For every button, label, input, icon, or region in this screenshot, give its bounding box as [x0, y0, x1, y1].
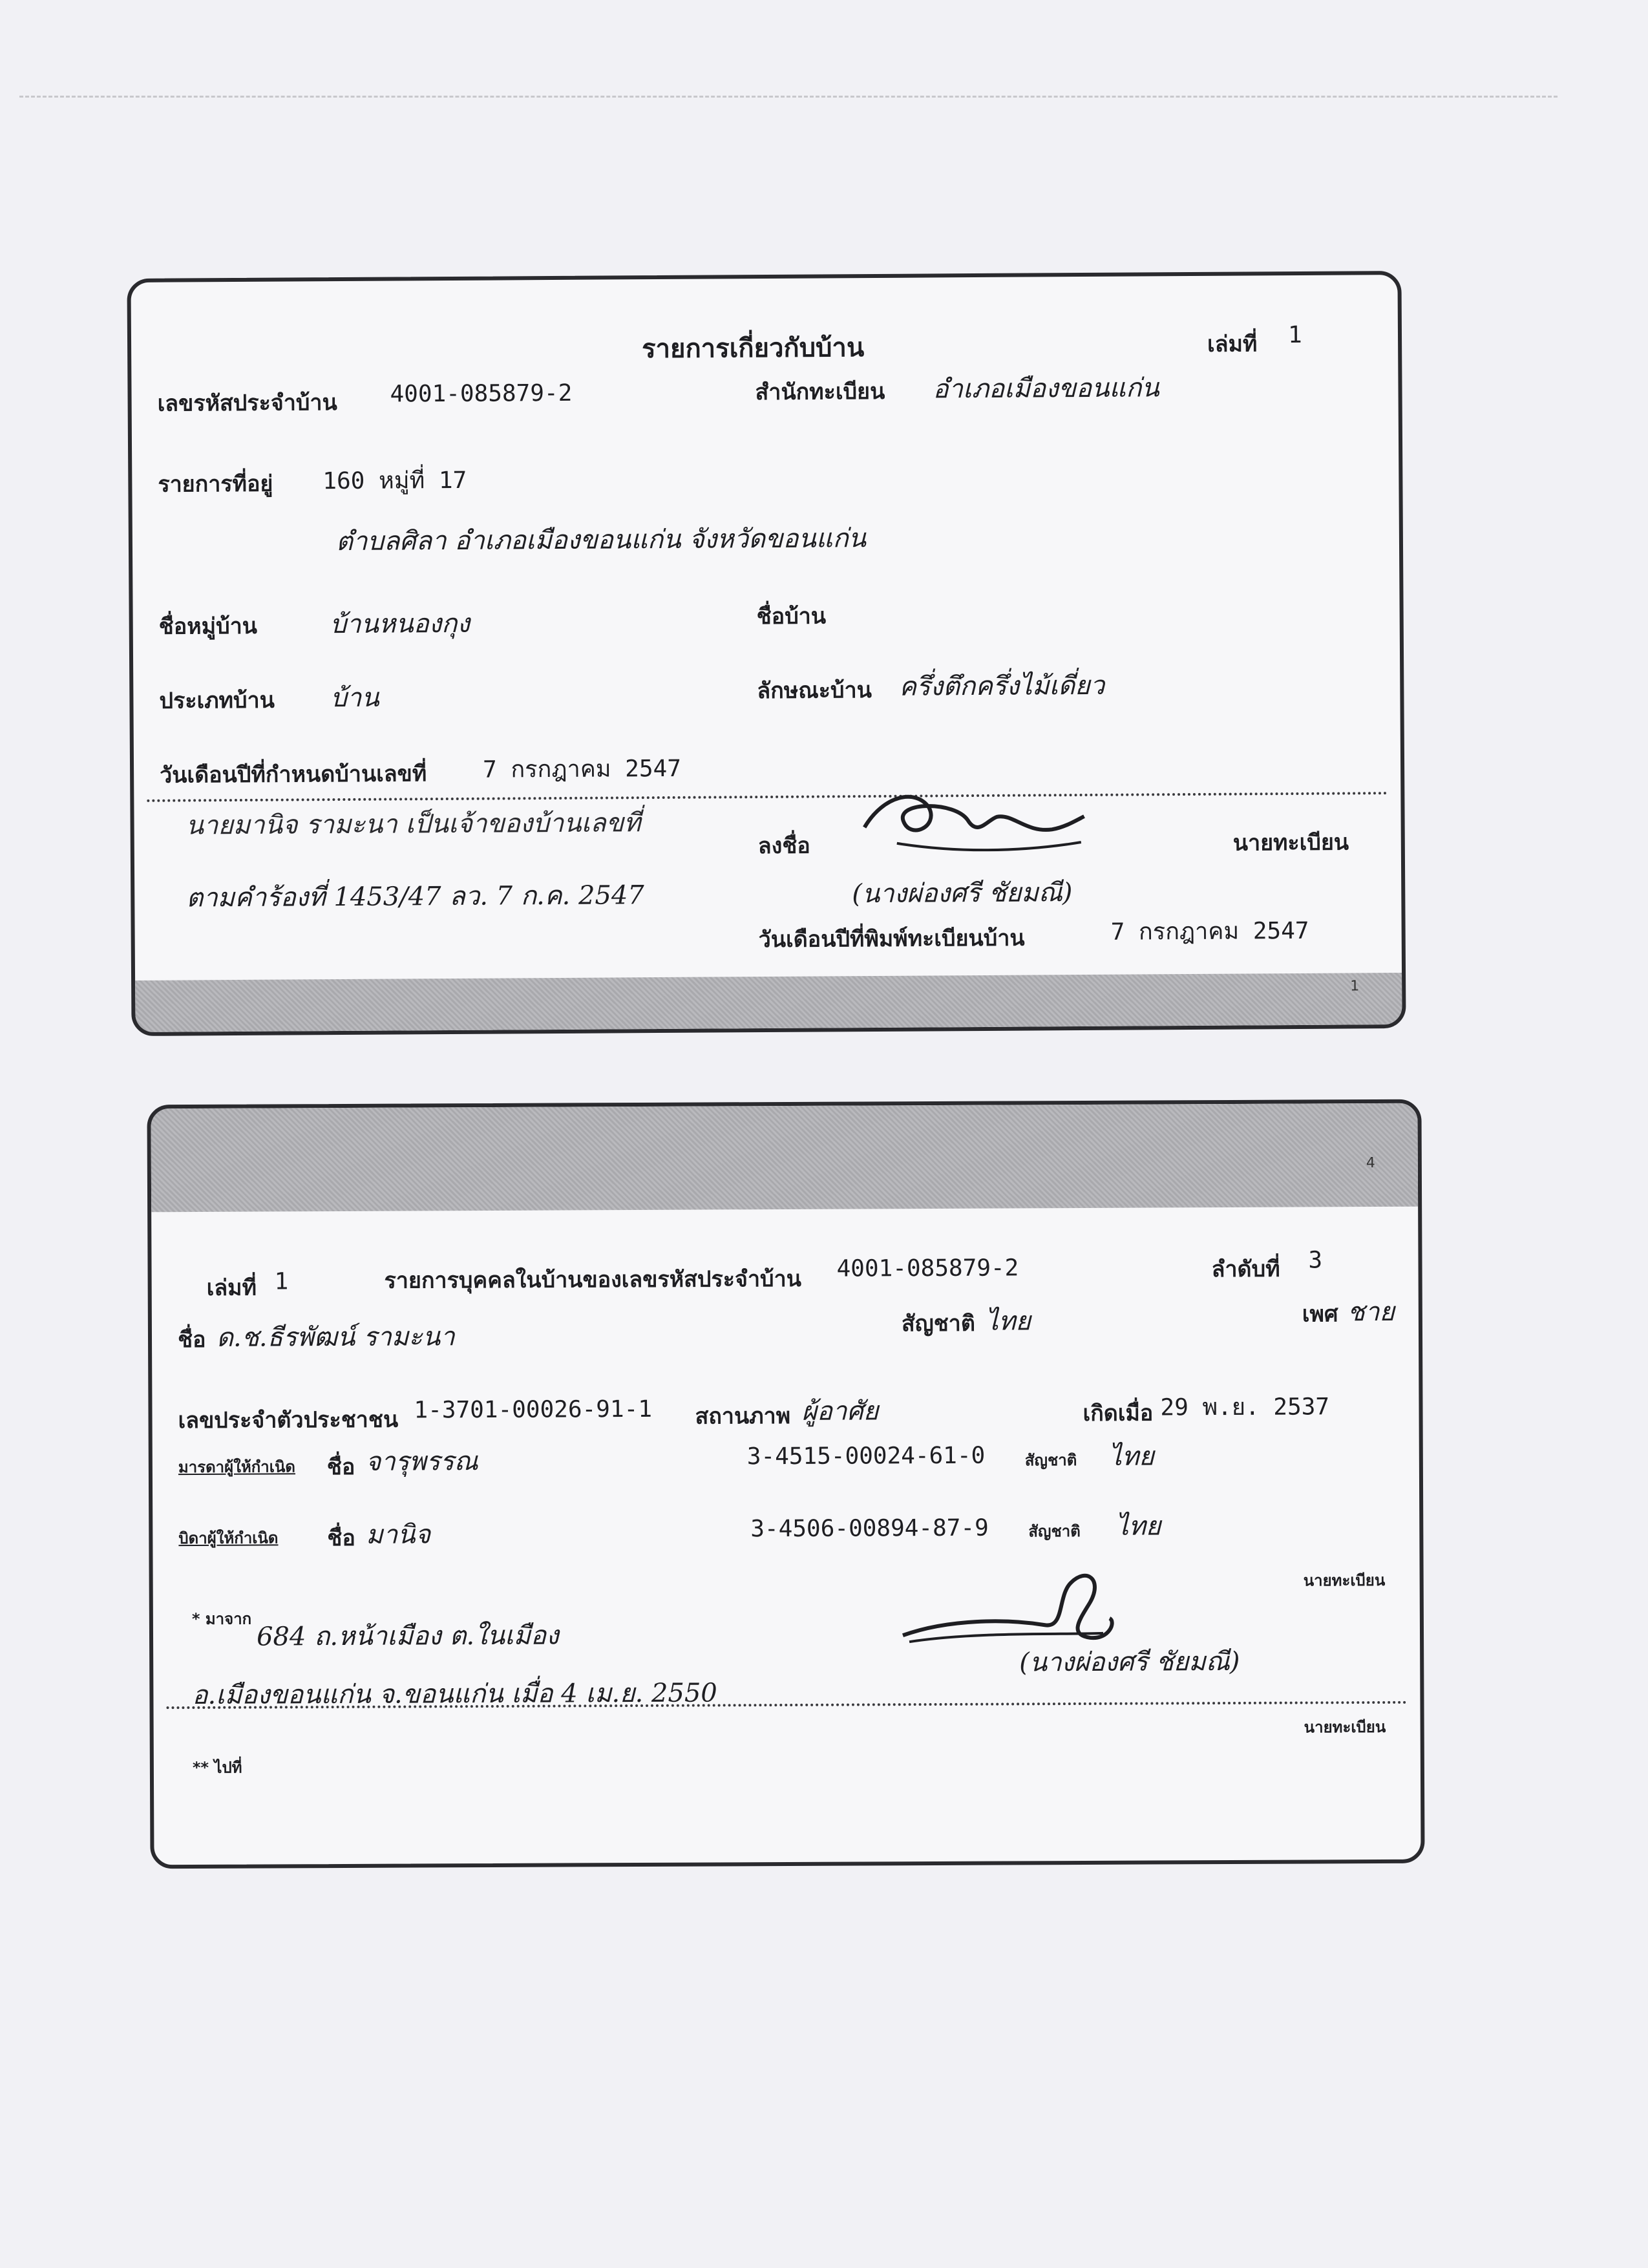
mother-id: 3-4515-00024-61-0 [746, 1442, 986, 1470]
address-line-2: ตำบลศิลา อำเภอเมืองขอนแก่น จังหวัดขอนแก่น [335, 524, 867, 557]
mother-nationality-label: สัญชาติ [1024, 1451, 1077, 1470]
house-code: 4001-085879-2 [836, 1255, 1019, 1282]
born-label: เกิดเมื่อ [1083, 1400, 1154, 1426]
from-address-line-1: 684 ถ.หน้าเมือง ต.ในเมือง [256, 1620, 559, 1652]
house-type-label: ประเภทบ้าน [159, 687, 275, 714]
ownership-note-line-2: ตามคำร้องที่ 1453/47 ลว. 7 ก.ค. 2547 [186, 880, 644, 913]
print-date-value: 7 กรกฎาคม 2547 [1110, 917, 1309, 946]
id-number: 1-3701-00026-91-1 [414, 1395, 653, 1424]
status-label: สถานภาพ [695, 1403, 791, 1430]
mother-name: จารุพรรณ [365, 1447, 478, 1477]
page-number: 1 [1350, 978, 1360, 995]
book-label: เล่มที่ [206, 1275, 257, 1301]
father-name: มานิจ [366, 1520, 431, 1550]
card-title: รายการบุคคลในบ้านของเลขรหัสประจำบ้าน [384, 1266, 802, 1294]
status-value: ผู้อาศัย [801, 1396, 879, 1426]
house-type-value: บ้าน [330, 683, 379, 714]
house-details-card [127, 271, 1406, 1036]
sign-label: ลงชื่อ [757, 832, 810, 860]
assigned-date-value: 7 กรกฎาคม 2547 [482, 755, 682, 783]
registrar-name: (นางผ่องศรี ชัยมณี) [1019, 1646, 1240, 1678]
book-number: 1 [1287, 321, 1302, 349]
scan-edge-line [19, 96, 1558, 98]
office-label: สำนักทะเบียน [755, 378, 885, 406]
address-label: รายการที่อยู่ [158, 471, 273, 498]
ownership-note-line-1: นายมานิจ รามะนา เป็นเจ้าของบ้านเลขที่ [185, 808, 641, 841]
registrar-label-2: นายทะเบียน [1304, 1717, 1386, 1737]
person-name: ด.ช.ธีรพัฒน์ รามะนา [216, 1322, 455, 1353]
office-value: อำเภอเมืองขอนแก่น [933, 373, 1159, 405]
book-label: เล่มที่ [1207, 331, 1258, 357]
house-code-label: เลขรหัสประจำบ้าน [157, 390, 337, 417]
father-name-label: ชื่อ [327, 1525, 355, 1552]
house-name-label: ชื่อบ้าน [756, 603, 827, 630]
dotted-divider [147, 792, 1388, 802]
village-value: บ้านหนองกุง [330, 608, 470, 640]
father-id: 3-4506-00894-87-9 [750, 1514, 989, 1543]
from-label: * มาจาก [191, 1609, 252, 1629]
mother-name-label: ชื่อ [326, 1454, 355, 1481]
person-details-card [147, 1099, 1424, 1869]
shaded-band [135, 973, 1402, 1032]
page-number: 4 [1366, 1155, 1375, 1172]
goto-label: ** ไปที่ [192, 1758, 242, 1777]
card-title: รายการเกี่ยวกับบ้าน [641, 333, 865, 365]
registrar-signature-icon [858, 781, 1091, 866]
mother-nationality: ไทย [1108, 1441, 1154, 1472]
address-line-1: 160 หมู่ที่ 17 [322, 467, 467, 495]
registrar-name: (นางผ่องศรี ชัยมณี) [852, 878, 1073, 909]
father-nationality: ไทย [1115, 1511, 1161, 1542]
registrar-label: นายทะเบียน [1232, 829, 1349, 856]
sex-label: เพศ [1302, 1301, 1338, 1328]
born-date: 29 พ.ย. 2537 [1160, 1394, 1330, 1421]
from-address-line-2: อ.เมืองขอนแก่น จ.ขอนแก่น เมื่อ 4 เม.ย. 2550 [192, 1678, 717, 1711]
father-label: บิดาผู้ให้กำเนิด [178, 1529, 279, 1548]
name-label: ชื่อ [177, 1326, 206, 1353]
sex-value: ชาย [1347, 1297, 1395, 1328]
assigned-date-label: วันเดือนปีที่กำหนดบ้านเลขที่ [160, 761, 427, 789]
house-style-value: ครึ่งตึกครึ่งไม้เดี่ยว [899, 670, 1105, 702]
book-number: 1 [274, 1268, 289, 1295]
id-label: เลขประจำตัวประชาชน [178, 1406, 399, 1434]
nationality-value: ไทย [985, 1306, 1031, 1337]
village-label: ชื่อหมู่บ้าน [158, 613, 258, 640]
house-style-label: ลักษณะบ้าน [757, 677, 872, 705]
order-number: 3 [1308, 1247, 1323, 1274]
nationality-label: สัญชาติ [901, 1310, 975, 1337]
house-code: 4001-085879-2 [390, 379, 573, 408]
registrar-label: นายทะเบียน [1303, 1571, 1386, 1590]
print-date-label: วันเดือนปีที่พิมพ์ทะเบียนบ้าน [758, 925, 1025, 953]
shaded-band [151, 1103, 1418, 1213]
order-label: ลำดับที่ [1211, 1256, 1280, 1283]
father-nationality-label: สัญชาติ [1028, 1522, 1081, 1541]
mother-label: มารดาผู้ให้กำเนิด [178, 1457, 295, 1477]
